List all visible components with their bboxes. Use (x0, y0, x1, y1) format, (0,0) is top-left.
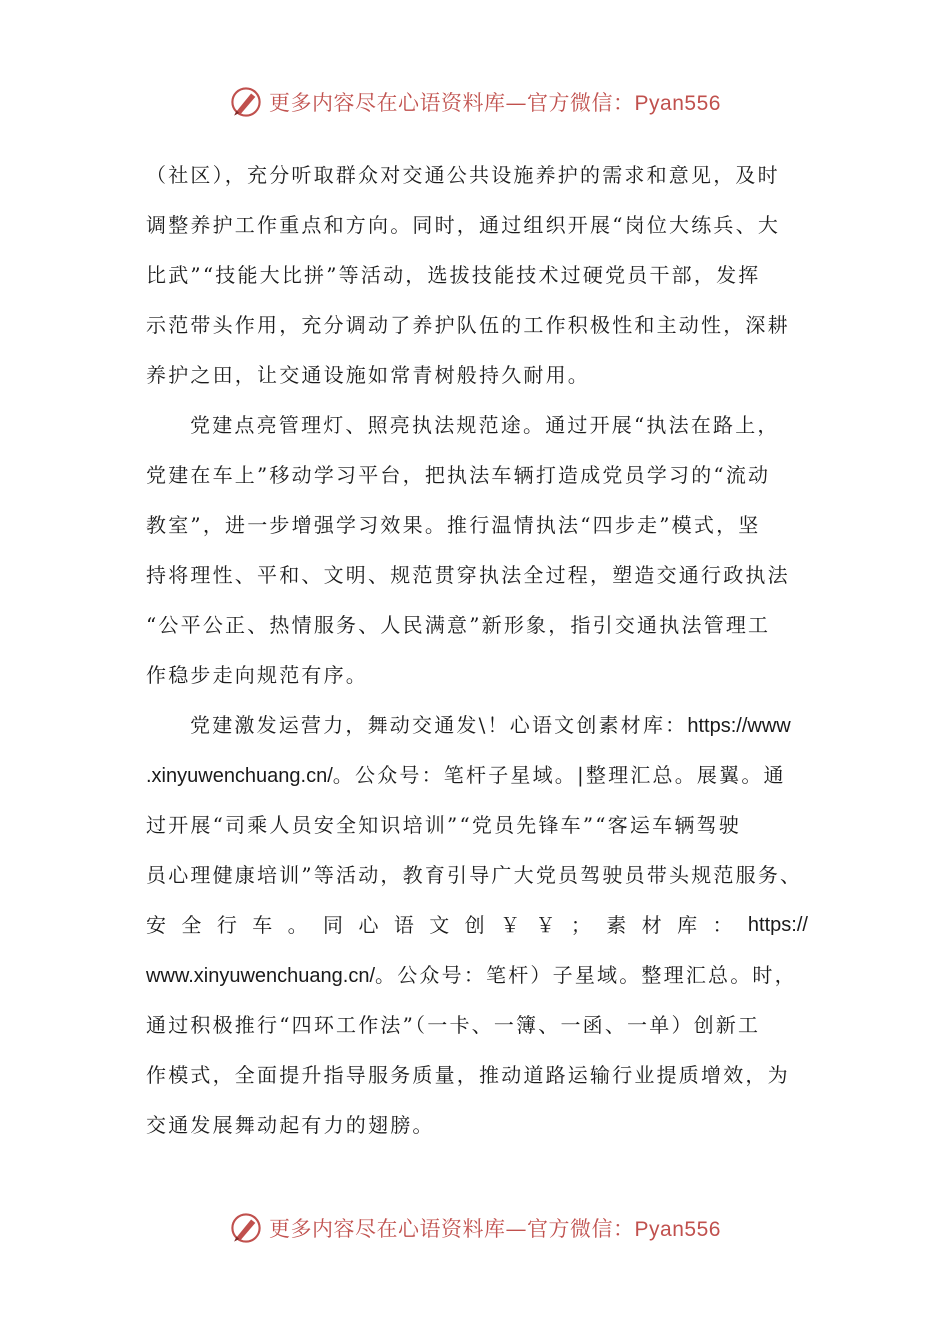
header-wechat-id: Pyan556 (634, 92, 721, 115)
p1-line-1: （社区），充分听取群众对交通公共设施养护的需求和意见，及时 (146, 163, 780, 187)
p3-line-1: 党建激发运营力，舞动交通发\！心语文创素材库：https://www (190, 713, 791, 737)
document-body (146, 150, 808, 1150)
pen-logo-icon (229, 1211, 263, 1245)
p3-line-9: 交通发展舞动起有力的翅膀。 (146, 1113, 435, 1137)
p3-line-2: .xinyuwenchuang.cn/。公众号：笔杆子星域。|整理汇总。展翼。通 (146, 763, 786, 787)
p3-line-8: 作模式，全面提升指导服务质量，推动道路运输行业提质增效，为 (146, 1063, 790, 1087)
p3-url-part-4[interactable]: www.xinyuwenchuang.cn/ (146, 965, 376, 987)
p3-line-7: 通过积极推行“四环工作法”（一卡、一簿、一函、一单）创新工 (146, 1013, 761, 1037)
header-banner (0, 80, 950, 124)
p2-line-5: “公平公正、热情服务、人民满意”新形象，指引交通执法管理工 (146, 613, 771, 637)
p3-line-3: 过开展“司乘人员安全知识培训”“党员先锋车”“客运车辆驾驶 (146, 813, 741, 837)
p1-line-3: 比武”“技能大比拼”等活动，选拔技能技术过硬党员干部，发挥 (146, 263, 761, 287)
p2-line-4: 持将理性、平和、文明、规范贯穿执法全过程，塑造交通行政执法 (146, 563, 790, 587)
p2-line-2: 党建在车上”移动学习平台，把执法车辆打造成党员学习的“流动 (146, 463, 771, 487)
p2-line-3: 教室”，进一步增强学习效果。推行温情执法“四步走”模式，坚 (146, 513, 761, 537)
p3-url-part-2[interactable]: .xinyuwenchuang.cn/ (146, 765, 333, 787)
p3-line-4: 员心理健康培训”等活动，教育引导广大党员驾驶员带头规范服务、 (146, 863, 803, 887)
p1-line-4: 示范带头作用，充分调动了养护队伍的工作积极性和主动性，深耕 (146, 313, 790, 337)
p3-line-6: www.xinyuwenchuang.cn/。公众号：笔杆）子星域。整理汇总。时， (146, 963, 797, 987)
footer-banner (0, 1206, 950, 1250)
p3-url-part-1[interactable]: https://www (687, 715, 791, 737)
pen-logo-icon (229, 85, 263, 119)
p3-url-part-3[interactable]: https:// (747, 914, 808, 936)
p2-line-1: 党建点亮管理灯、照亮执法规范途。通过开展“执法在路上， (190, 413, 780, 437)
footer-banner-text: 更多内容尽在心语资料库—官方微信：Pyan556 (269, 1217, 721, 1241)
p1-line-5: 养护之田，让交通设施如常青树般持久耐用。 (146, 363, 590, 387)
p3-line-5: 安 全 行 车 。 同 心 语 文 创 ￥ ￥ ； 素 材 库 ： https:// (146, 900, 808, 950)
header-banner-text: 更多内容尽在心语资料库—官方微信：Pyan556 (269, 91, 721, 115)
p1-line-2: 调整养护工作重点和方向。同时，通过组织开展“岗位大练兵、大 (146, 213, 781, 237)
p2-line-6: 作稳步走向规范有序。 (146, 663, 368, 687)
footer-wechat-id: Pyan556 (634, 1218, 721, 1241)
